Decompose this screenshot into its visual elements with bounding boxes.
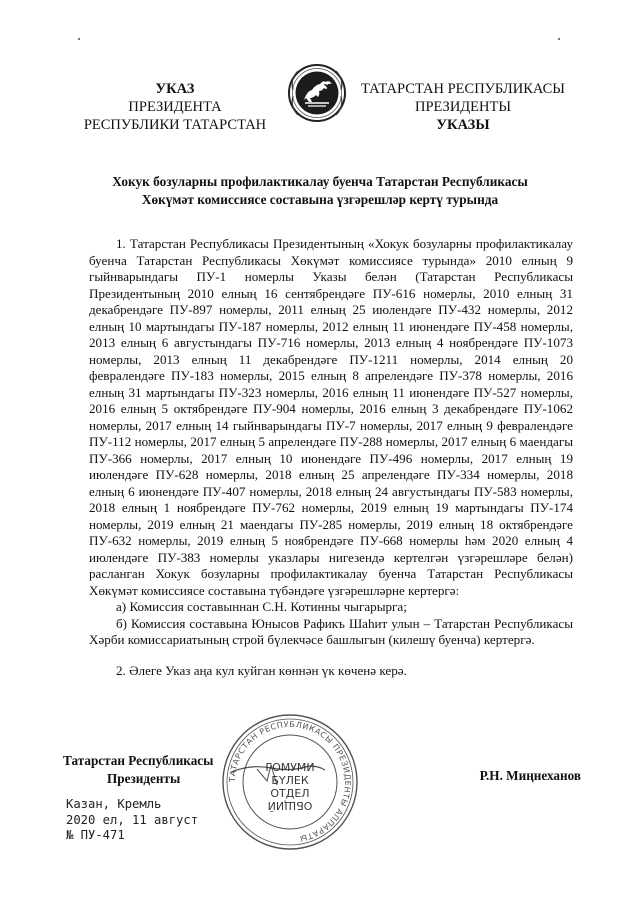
signatory-name: Р.Н. Миңнеханов: [479, 768, 581, 783]
coat-of-arms-emblem: [287, 63, 347, 123]
stamp-ring-text: ТАТАРСТАН РЕСПУБЛИКАСЫ ПРЕЗИДЕНТЫ АППАРАТЫ: [227, 719, 353, 844]
place-city: Казан, Кремль: [66, 797, 162, 811]
header-left-line-2: ПРЕЗИДЕНТА: [128, 99, 222, 115]
paragraph-1: 1. Татарстан Республикасы Президентының «Хокук бозуларны профилактикалау буенча Татарстан Республикасы Хөкүмәт комиссиясе турында» 2010 елның 9 гыйнварындагы ПУ-1 номерлы Указы белән (Татарстан Республикасы Президентының 2010 елның 16 сентябрендәге ПУ-616 номерлы, 2010 елның 31 декабрендәге ПУ-897 номерлы, 2011 елның 25 июлендәге ПУ-432 номерлы, 2012 елның 10 мартындагы ПУ-187 номерлы, 2012 елның 11 июнендәге ПУ-458 номерлы, 2013 елның 6 августындагы ПУ-716 номерлы, 2013 елның 4 ноябрендәге ПУ-1073 номерлы, 2013 елның 11 декабрендәге ПУ-1211 номерлы, 2014 елның 20 февралендәге ПУ-183 номерлы, 2015 елның 8 апрелендәге ПУ-378 номерлы, 2016 елның 31 мартындагы ПУ-323 номерлы, 2016 елның 11 июнендәге ПУ-527 номерлы, 2016 елның 5 октябрендәге ПУ-904 номерлы, 2016 елның 3 декабрендәге ПУ-1062 номерлы, 2017 елның 14 гыйнварындагы ПУ-7 номерлы, 2017 елның 9 февралендәге ПУ-112 номерлы, 2017 елның 5 апрелендәге ПУ-288 номерлы, 2017 елның 6 маендагы ПУ-366 номерлы, 2017 елның 10 июнендәге ПУ-496 номерлы, 2017 елның 19 июлендәге ПУ-628 номерлы, 2018 елның 25 апрелендәге ПУ-334 номерлы, 2018 елның 6 июнендәге ПУ-407 номерлы, 2018 елның 24 августындагы ПУ-583 номерлы, 2018 елның 1 ноябрендәге ПУ-762 номерлы, 2019 елның 19 мартындагы ПУ-174 номерлы, 2019 елның 21 маендагы ПУ-285 номерлы, 2019 елның 18 октябрендәге ПУ-632 номерлы, 2019 елның 5 ноябрендәге ПУ-668 номерлы һәм 2020 елның 4 июлендәге ПУ-383 номерлы указлары нигезендә кертелгән үзгәрешләре белән) расланган Хокук бозуларны профилактикалау буенча Татарстан Республикасы Хөкүмәт комиссиясе составына түбәндәге үзгәрешләрне кертергә:: [89, 236, 573, 598]
paragraph-2: 2. Әлеге Указ аңа кул куйган көннән үк көченә керә.: [116, 662, 407, 678]
header-right-line-1: ТАТАРСТАН РЕСПУБЛИКАСЫ: [361, 81, 565, 97]
decree-title-line-2: Хөкүмәт комиссиясе составына үзгәрешләр кертү турында: [141, 192, 499, 207]
stamp-line-3: ОТДЕЛ: [270, 787, 310, 800]
paragraph-1-item-a: а) Комиссия составыннан С.Н. Котинны чыгарырга;: [116, 599, 407, 614]
header-left-line-1: УКАЗ: [155, 81, 195, 97]
corner-mark-right: [558, 38, 560, 40]
header-left-block: [70, 80, 280, 134]
decree-number: № ПУ-471: [66, 828, 125, 842]
header-left-line-3: РЕСПУБЛИКИ ТАТАРСТАН: [83, 117, 267, 133]
header-right-line-2: ПРЕЗИДЕНТЫ: [414, 99, 512, 115]
place-date-number: [66, 797, 198, 844]
stamp-line-4: ОБЩИЙ: [267, 799, 313, 812]
decree-body: [89, 236, 573, 679]
stamp-line-2: БҮЛЕК: [271, 774, 309, 787]
signature-title-line-2: Президенты: [107, 771, 181, 786]
header-right-line-3: УКАЗЫ: [436, 117, 490, 133]
corner-mark-left: [78, 38, 80, 40]
stamp-line-1: ГОМУМИ: [265, 761, 315, 774]
place-date: 2020 ел, 11 август: [66, 812, 199, 827]
signature-title-line-1: Татарстан Республикасы: [63, 753, 214, 768]
decree-title-line-1: Хокук бозуларны профилактикалау буенча Татарстан Республикасы: [112, 174, 528, 189]
official-stamp: [219, 711, 361, 853]
header-right-block: [358, 80, 568, 134]
decree-title: [70, 173, 570, 209]
paragraph-1-item-b: б) Комиссия составына Юнысов Рафикъ Шаһит улын – Татарстан Республикасы Хәрби комиссариатының строй бүлекчәсе башлыгын (килешү буенча) кертергә.: [89, 615, 573, 647]
